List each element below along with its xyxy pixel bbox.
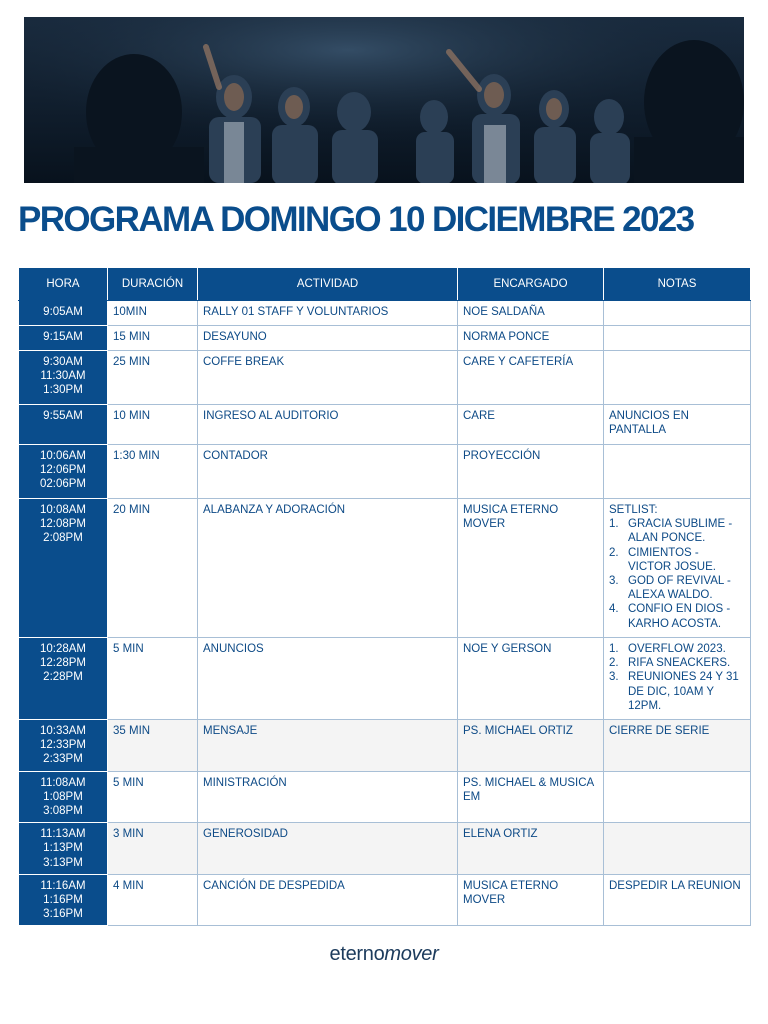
hora-time: 12:28PM — [39, 657, 87, 670]
list-item: 3. GOD OF REVIVAL - ALEXA WALDO. — [609, 575, 731, 602]
header-hora: HORA — [19, 268, 108, 301]
hora-time: 1:30PM — [43, 384, 83, 397]
header-notas: NOTAS — [604, 268, 751, 301]
notas-cell: CIERRE DE SERIE — [604, 720, 751, 772]
eterno-mover-logo — [0, 943, 768, 966]
encargado-cell: MUSICA ETERNO MOVER — [458, 499, 604, 638]
encargado-cell: NOE SALDAÑA — [458, 301, 604, 326]
hora-time: 1:13PM — [43, 842, 83, 855]
table-row — [19, 301, 751, 326]
list-item-text: CIMIENTOS - VICTOR JOSUE. — [628, 546, 716, 573]
list-item-text: RIFA SNEACKERS. — [628, 657, 731, 670]
hora-cell — [19, 874, 108, 926]
hora-time: 9:15AM — [43, 331, 83, 343]
actividad-cell: CONTADOR — [198, 445, 458, 499]
table-row — [19, 405, 751, 445]
logo-text-eterno: eterno — [329, 943, 385, 965]
schedule-body — [19, 301, 751, 926]
header-encargado: ENCARGADO — [458, 268, 604, 301]
hora-cell — [19, 301, 108, 326]
list-item: 4. CONFIO EN DIOS - KARHO ACOSTA. — [609, 603, 731, 630]
setlist-label: SETLIST: — [609, 504, 658, 516]
duracion-cell: 1:30 MIN — [108, 445, 198, 499]
actividad-cell: MINISTRACIÓN — [198, 771, 458, 823]
duracion-cell: 35 MIN — [108, 720, 198, 772]
list-item-text: CONFIO EN DIOS - KARHO ACOSTA. — [628, 603, 731, 630]
hora-cell — [19, 499, 108, 638]
encargado-cell: NORMA PONCE — [458, 326, 604, 351]
table-row — [19, 326, 751, 351]
actividad-cell: ALABANZA Y ADORACIÓN — [198, 499, 458, 638]
logo-text-mover: mover — [384, 943, 439, 965]
table-row — [19, 351, 751, 405]
notas-cell: ANUNCIOS EN PANTALLA — [604, 405, 751, 445]
table-row — [19, 445, 751, 499]
notas-cell — [604, 499, 751, 638]
actividad-cell: RALLY 01 STAFF Y VOLUNTARIOS — [198, 301, 458, 326]
list-item-text: REUNIONES 24 Y 31 DE DIC, 10AM Y 12PM. — [628, 671, 739, 712]
duracion-cell: 5 MIN — [108, 638, 198, 720]
hora-cell — [19, 823, 108, 875]
notas-cell: DESPEDIR LA REUNION — [604, 874, 751, 926]
list-item: 2. RIFA SNEACKERS. — [609, 657, 731, 670]
actividad-cell: GENEROSIDAD — [198, 823, 458, 875]
duracion-cell: 10 MIN — [108, 405, 198, 445]
list-item-text: GOD OF REVIVAL - ALEXA WALDO. — [628, 575, 731, 602]
hora-time: 11:30AM — [40, 370, 86, 383]
hora-time: 10:06AM — [39, 450, 87, 462]
table-row — [19, 638, 751, 720]
header-actividad: ACTIVIDAD — [198, 268, 458, 301]
list-item-text: GRACIA SUBLIME - ALAN PONCE. — [628, 518, 733, 545]
hora-cell — [19, 720, 108, 772]
hora-time: 1:08PM — [43, 790, 83, 803]
hora-time: 10:28AM — [39, 643, 87, 655]
hora-time: 2:08PM — [43, 532, 83, 545]
hora-time: 3:13PM — [43, 856, 83, 869]
encargado-cell: CARE — [458, 405, 604, 445]
hora-time: 3:16PM — [43, 908, 83, 921]
hora-time: 3:08PM — [43, 805, 83, 818]
encargado-cell: PROYECCIÓN — [458, 445, 604, 499]
table-row — [19, 499, 751, 638]
encargado-cell: MUSICA ETERNO MOVER — [458, 874, 604, 926]
actividad-cell: INGRESO AL AUDITORIO — [198, 405, 458, 445]
duracion-cell: 10MIN — [108, 301, 198, 326]
hora-time: 11:13AM — [40, 828, 86, 841]
duracion-cell: 4 MIN — [108, 874, 198, 926]
duracion-cell: 15 MIN — [108, 326, 198, 351]
table-row — [19, 771, 751, 823]
hora-cell — [19, 638, 108, 720]
actividad-cell: DESAYUNO — [198, 326, 458, 351]
hora-time: 9:55AM — [43, 410, 83, 422]
encargado-cell: CARE Y CAFETERÍA — [458, 351, 604, 405]
duracion-cell: 5 MIN — [108, 771, 198, 823]
hora-cell — [19, 445, 108, 499]
encargado-cell: PS. MICHAEL & MUSICA EM — [458, 771, 604, 823]
hora-time: 12:08PM — [39, 518, 87, 531]
hora-time: 11:08AM — [40, 776, 86, 789]
header-duracion: DURACIÓN — [108, 268, 198, 301]
hora-time: 12:06PM — [39, 464, 87, 477]
encargado-cell: PS. MICHAEL ORTIZ — [458, 720, 604, 772]
worship-banner-image — [24, 17, 744, 183]
duracion-cell: 20 MIN — [108, 499, 198, 638]
hora-cell — [19, 351, 108, 405]
notas-cell — [604, 823, 751, 875]
hora-time: 10:33AM — [39, 725, 87, 737]
list-item-text: OVERFLOW 2023. — [628, 643, 726, 655]
actividad-cell: CANCIÓN DE DESPEDIDA — [198, 874, 458, 926]
hora-time: 1:16PM — [43, 894, 83, 907]
encargado-cell: NOE Y GERSON — [458, 638, 604, 720]
notas-cell — [604, 301, 751, 326]
actividad-cell: MENSAJE — [198, 720, 458, 772]
list-item: 3. REUNIONES 24 Y 31 DE DIC, 10AM Y 12PM. — [609, 671, 739, 712]
table-row — [19, 823, 751, 875]
hora-time: 11:16AM — [40, 879, 86, 892]
hora-time: 2:28PM — [43, 671, 83, 684]
setlist — [609, 517, 745, 631]
hora-time: 9:30AM — [43, 356, 83, 368]
page-title: PROGRAMA DOMINGO 10 DICIEMBRE 2023 — [18, 200, 694, 239]
notas-cell — [604, 771, 751, 823]
list-item: 1. GRACIA SUBLIME - ALAN PONCE. — [609, 518, 733, 545]
notas-cell — [604, 445, 751, 499]
notas-cell — [604, 326, 751, 351]
table-row — [19, 874, 751, 926]
duracion-cell: 3 MIN — [108, 823, 198, 875]
table-row — [19, 720, 751, 772]
hora-time: 02:06PM — [39, 478, 87, 491]
actividad-cell: ANUNCIOS — [198, 638, 458, 720]
hora-time: 10:08AM — [39, 504, 87, 516]
hora-cell — [19, 771, 108, 823]
encargado-cell: ELENA ORTIZ — [458, 823, 604, 875]
worship-crowd-illustration — [24, 17, 744, 183]
announcements-list — [609, 642, 745, 713]
list-item: 1. OVERFLOW 2023. — [609, 643, 726, 655]
list-item: 2. CIMIENTOS - VICTOR JOSUE. — [609, 546, 716, 573]
hora-time: 2:33PM — [43, 753, 83, 766]
hora-cell — [19, 405, 108, 445]
schedule-table — [18, 267, 751, 926]
notas-cell — [604, 638, 751, 720]
actividad-cell: COFFE BREAK — [198, 351, 458, 405]
hora-time: 9:05AM — [43, 306, 83, 318]
hora-time: 12:33PM — [39, 739, 87, 752]
table-header-row — [19, 268, 751, 301]
hora-cell — [19, 326, 108, 351]
duracion-cell: 25 MIN — [108, 351, 198, 405]
notas-cell — [604, 351, 751, 405]
